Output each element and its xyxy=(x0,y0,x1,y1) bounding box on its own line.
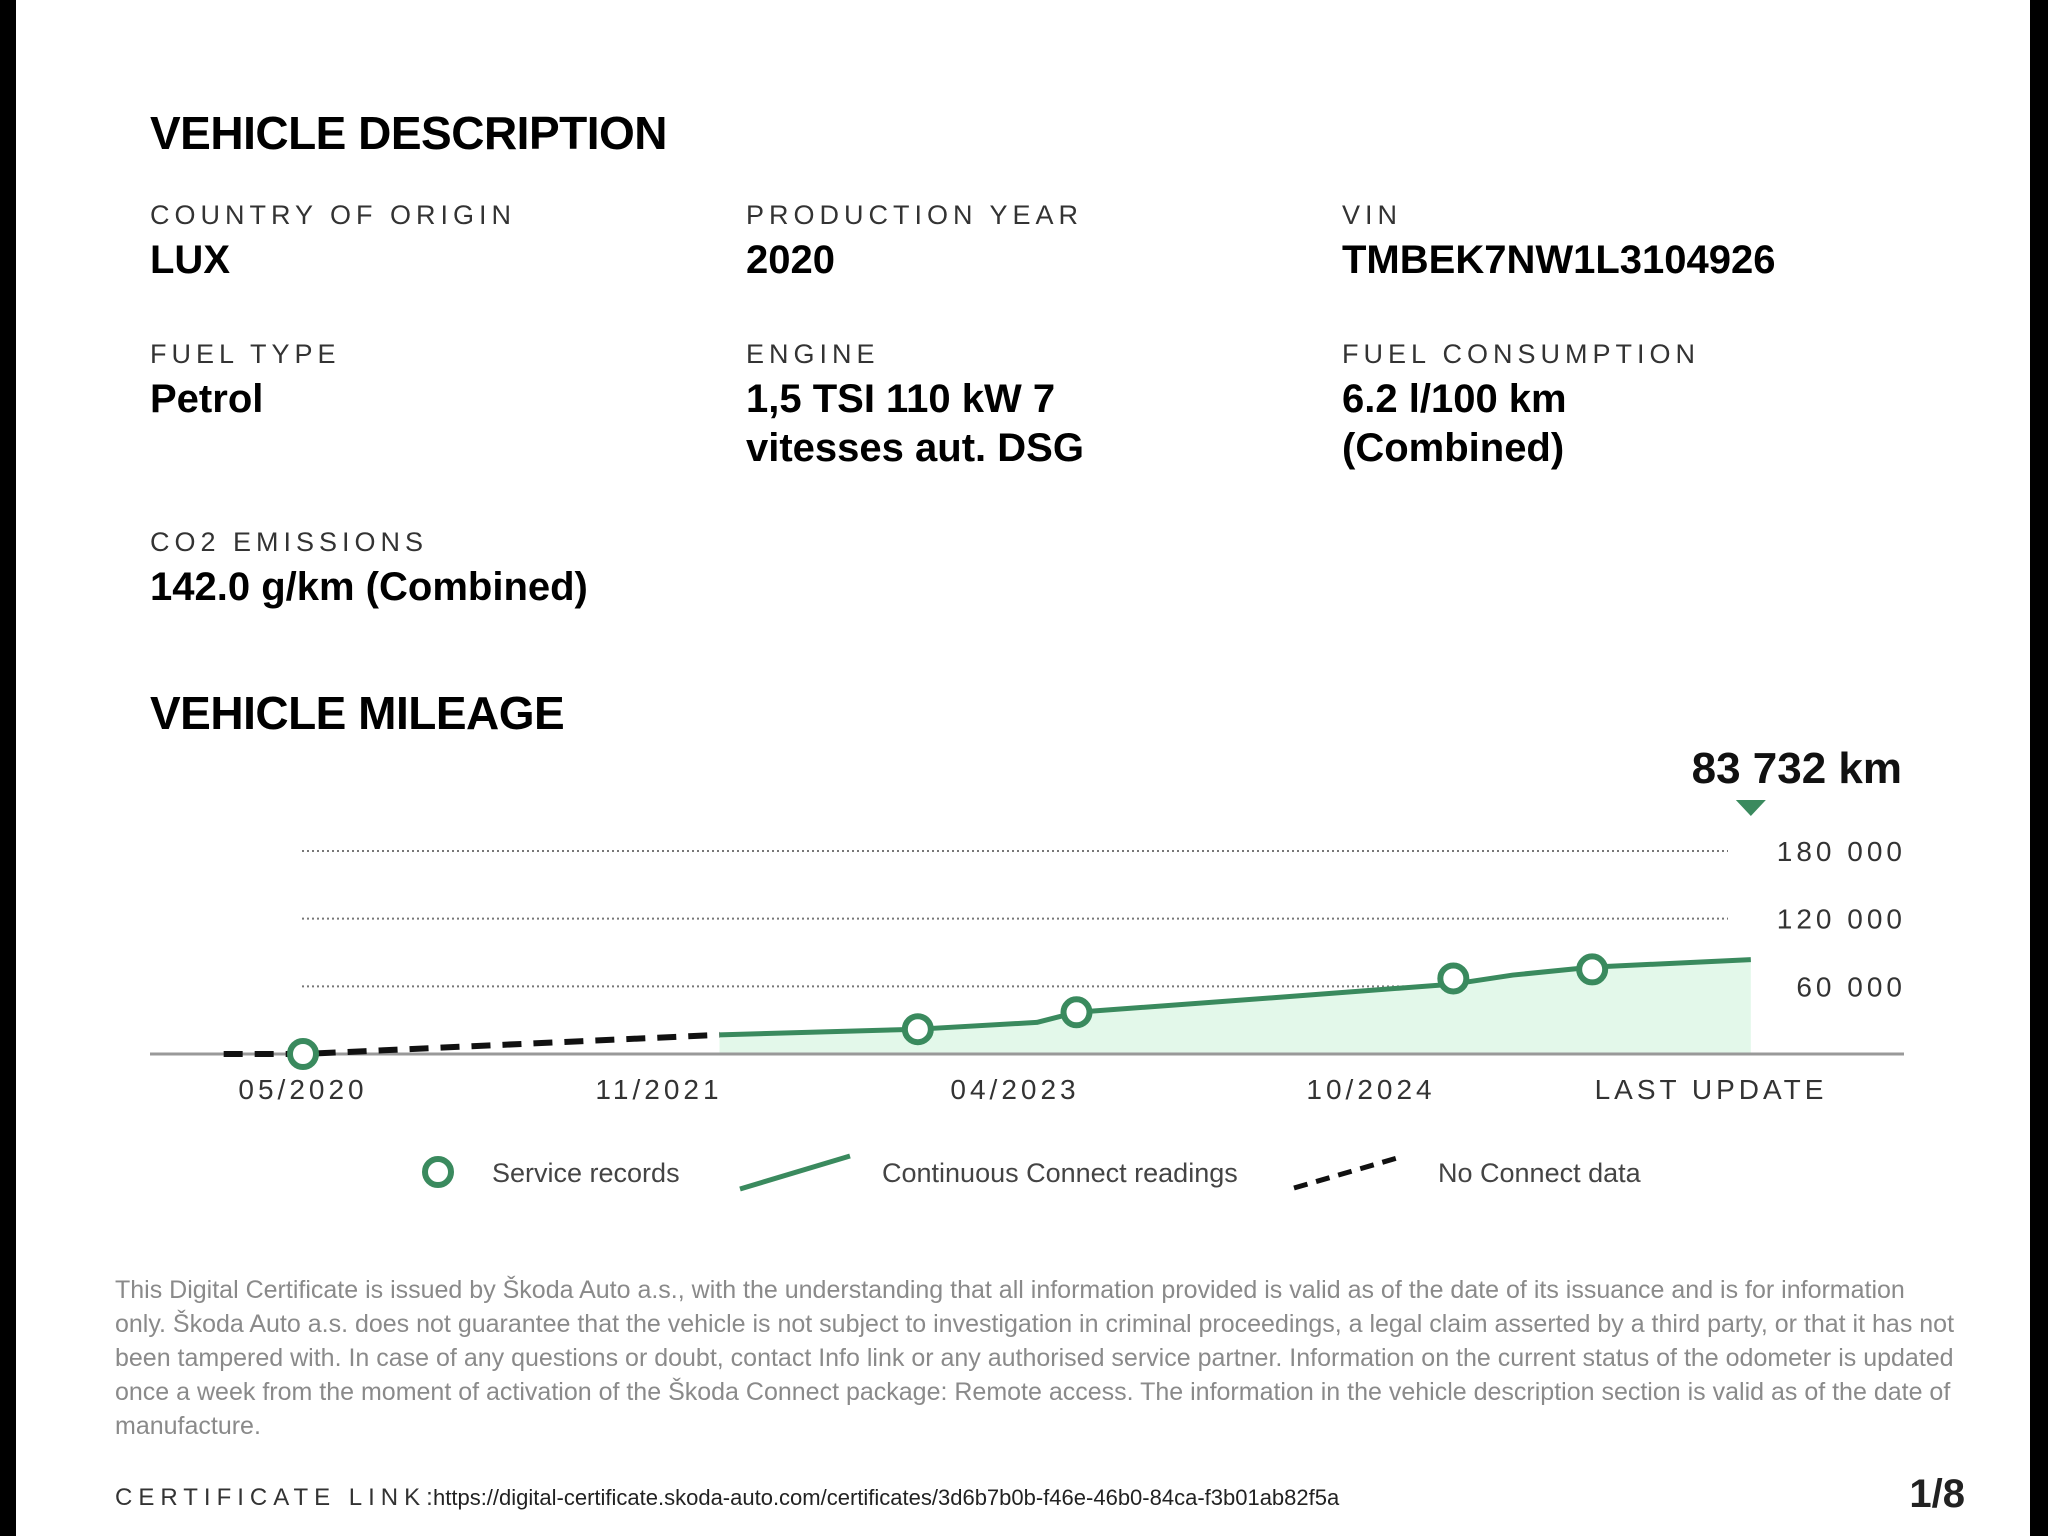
connect-legend-icon xyxy=(740,1156,850,1189)
mileage-chart xyxy=(16,0,2030,1236)
certificate-link-label: CERTIFICATE LINK: xyxy=(115,1484,439,1511)
no-connect-legend-icon xyxy=(1294,1156,1404,1188)
certificate-link[interactable]: https://digital-certificate.skoda-auto.com/certificates/3d6b7b0b-f46e-46b0-84ca-f3b01ab82f5a xyxy=(433,1485,1340,1510)
certificate-page xyxy=(16,0,2030,1536)
service-record-legend-icon xyxy=(425,1159,451,1185)
field-label: COUNTRY OF ORIGIN xyxy=(150,200,517,230)
service-record-point xyxy=(1064,999,1090,1025)
x-tick-label: 04/2023 xyxy=(950,1074,1080,1105)
field-label: ENGINE xyxy=(746,339,880,369)
field-value: LUX xyxy=(150,238,230,282)
service-record-point xyxy=(1579,956,1605,982)
service-record-point xyxy=(1440,965,1466,991)
field-label: CO2 EMISSIONS xyxy=(150,527,429,557)
y-tick-label: 180 000 xyxy=(1776,836,1906,867)
x-tick-label: LAST UPDATE xyxy=(1594,1074,1828,1105)
vehicle-mileage-heading: VEHICLE MILEAGE xyxy=(150,687,565,739)
page-number: 1/8 xyxy=(1909,1472,1965,1516)
x-tick-labels xyxy=(238,1074,1827,1105)
service-record-point xyxy=(905,1016,931,1042)
field-label: VIN xyxy=(1342,200,1403,230)
field-label: FUEL TYPE xyxy=(150,339,341,369)
vehicle-description-heading: VEHICLE DESCRIPTION xyxy=(150,107,668,159)
disclaimer-text: This Digital Certificate is issued by Škoda Auto a.s., with the understanding that all information provided is valid as of the date of its issuance and is for information only. Škoda Auto a.s. does not guarantee that the vehicle is not subject to investigation in criminal proceedings, a legal claim asserted by a third party, or that it has not been tampered with. In case of any questions or doubt, contact Info link or any authorised service partner. Information on the current status of the odometer is updated once a week from the moment of activation of the Škoda Connect package: Remote access. The information in the vehicle description section is valid as of the date of manufacture. xyxy=(115,1276,1955,1440)
field-value-line-1: 6.2 l/100 km xyxy=(1342,377,1567,421)
last-mileage-callout: 83 732 km xyxy=(1691,744,1902,793)
field-value: Petrol xyxy=(150,377,264,421)
grid-lines xyxy=(302,851,1728,986)
certificate-footer xyxy=(115,1472,1965,1518)
x-tick-label: 11/2021 xyxy=(595,1074,723,1105)
field-value: TMBEK7NW1L3104926 xyxy=(1342,238,1776,282)
last-mileage-marker-icon xyxy=(1736,800,1766,816)
legend-connect-readings: Continuous Connect readings xyxy=(882,1158,1238,1188)
field-value-line-2: vitesses aut. DSG xyxy=(746,426,1084,470)
field-label: PRODUCTION YEAR xyxy=(746,200,1084,230)
field-value-line-1: 1,5 TSI 110 kW 7 xyxy=(746,377,1056,421)
chart-legend xyxy=(425,1156,1642,1189)
legend-no-connect-data: No Connect data xyxy=(1438,1158,1641,1188)
field-value: 142.0 g/km (Combined) xyxy=(150,565,588,609)
field-value: 2020 xyxy=(746,238,835,282)
field-label: FUEL CONSUMPTION xyxy=(1342,339,1701,369)
x-tick-label: 05/2020 xyxy=(238,1074,368,1105)
service-record-point xyxy=(290,1041,316,1067)
field-value-line-2: (Combined) xyxy=(1342,426,1565,470)
y-tick-labels xyxy=(1777,836,1906,1002)
legend-service-records: Service records xyxy=(492,1158,680,1188)
x-tick-label: 10/2024 xyxy=(1306,1074,1436,1105)
y-tick-label: 60 000 xyxy=(1796,971,1906,1003)
y-tick-label: 120 000 xyxy=(1776,903,1906,935)
